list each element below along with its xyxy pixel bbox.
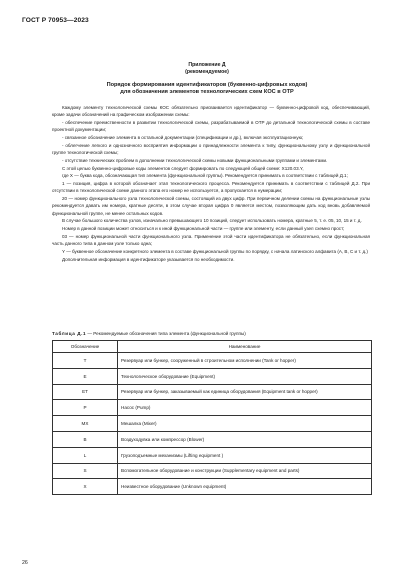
table-caption-text: — Рекомендуемые обозначения типа элемента (функциональной группы) [86, 331, 246, 336]
row-code: MX [53, 416, 118, 432]
table-caption-prefix: Таблица Д.1 [52, 331, 87, 336]
appendix-note: (рекомендуемое) [185, 69, 229, 75]
row-name: Насос (Pump) [118, 400, 372, 416]
row-name: Грузоподъемные механизмы (Lifting equipment ) [118, 447, 372, 463]
table-row [53, 431, 372, 447]
section-heading-line-2: для обозначения элементов технологических схем КОС в ОТР [120, 89, 294, 95]
paragraph: 20 — номер функционального узла технологической схемы, состоящий из двух цифр. При первичном делении схемы на функциональные узлы рекомендуется давать им номера, кратные десяти, в этом случае вторая цифра 0 является местом, позволяющим дать код вновь добавляемой функциональной группе, не менее остальных кодов. [52, 196, 370, 216]
row-name: Воздуходувка или компрессор (Blower) [118, 431, 372, 447]
table-row [53, 353, 372, 369]
row-code: T [53, 353, 118, 369]
table-row [53, 368, 372, 384]
paragraph: где X — буква кода, обозначающая тип элемента (функциональной группы). Рекомендуется принимать в соответствии с таблицей Д.1; [62, 173, 348, 179]
designation-table [52, 340, 372, 495]
table-row [53, 447, 372, 463]
paragraph: - связанное обозначение элемента в остальной документации (спецификации и др.), включая эксплуатационную; [62, 135, 304, 140]
row-code: E [53, 368, 118, 384]
row-code: B [53, 431, 118, 447]
paragraph: - облегчение легкого и однозначного восприятия информации о принадлежности элемента к типу, функциональному узлу и функциональной группе технологической схемы; [52, 142, 370, 155]
row-name: Неизвестное оборудование (Unknown equipment) [118, 479, 372, 495]
page-number: 26 [22, 560, 28, 566]
table-row [53, 400, 372, 416]
paragraph: Номер в данной позиции может относиться и к иной функциональной части — группе или элементу, если данный узел схемно прост; [62, 226, 345, 232]
row-name: Технологическое оборудование (Equipment) [118, 368, 372, 384]
paragraph: - обеспечение преемственности в развитии технологической схемы, разрабатываемой в ОТР до детальной технологической схемы в составе проектной документации; [52, 120, 370, 133]
paragraph: Дополнительная информация в идентификаторе указывается по необходимости. [62, 256, 235, 262]
paragraph: С этой целью буквенно-цифровые коды элементов следует формировать по следующей общей схеме: X120.03.Y, [62, 165, 304, 171]
paragraph: В случае большого количества узлов, изначально превышающего 10 позиций, следует использовать номера, кратные 5, т. е. 05, 10, 15 и т. д. [62, 218, 362, 224]
row-code: P [53, 400, 118, 416]
paragraph: 03 — номер функциональной части функционального узла. Применение этой части идентификатора не обязательно, если функциональная часть данного типа в данном узле только одна; [52, 233, 370, 247]
row-name: Вспомогательное оборудование и конструкции (Supplementary equipment and parts) [118, 463, 372, 479]
section-heading [40, 82, 374, 96]
row-name: Мешалка (Mixer) [118, 416, 372, 432]
table-row [53, 416, 372, 432]
row-code: X [53, 479, 118, 495]
paragraph: Каждому элементу технологической схемы КОС обязательно присваивается идентификатор — буквенно-цифровой код, обеспечивающий, кроме задачи обозначений на графическом изображении схемы: [52, 105, 370, 118]
appendix-title: Приложение Д [188, 62, 226, 68]
document-standard-code: ГОСТ Р 70953—2023 [22, 17, 89, 24]
row-name: Резервуар или бункер, сооруженный в строительном исполнении (Tank or hopper) [118, 353, 372, 369]
column-header-name: Наименование [118, 341, 372, 353]
column-header-code: Обозначение [53, 341, 118, 353]
row-code: ET [53, 384, 118, 400]
table-row [53, 463, 372, 479]
paragraph: 1 — позиция, цифра в которой обозначает этап технологического процесса. Рекомендуется принимать в соответствии с таблицей Д.2. При отсутствии в технологической схеме данного этапа его номер не используется, а пропускается в нумерации; [52, 181, 370, 194]
body-text [52, 104, 370, 264]
row-code: L [53, 447, 118, 463]
paragraph: - отсутствие технических проблем в дополнении технологической схемы новыми функциональными группами и элементами. [62, 157, 328, 163]
row-name: Резервуар или бункер, заказываемый как единица оборудования (Equipment tank or hopper) [118, 384, 372, 400]
paragraph: Y — буквенное обозначение конкретного элемента в составе функциональной группы по порядку, с начала латинского алфавита (А, В, С и т. д.) [62, 248, 368, 254]
table-row [53, 479, 372, 495]
section-heading-line-1: Порядок формирования идентификаторов (буквенно-цифровых кодов) [106, 82, 308, 88]
row-code: S [53, 463, 118, 479]
table-header-row [53, 341, 372, 353]
table-caption [52, 331, 246, 337]
appendix-block [0, 62, 414, 76]
table-row [53, 384, 372, 400]
